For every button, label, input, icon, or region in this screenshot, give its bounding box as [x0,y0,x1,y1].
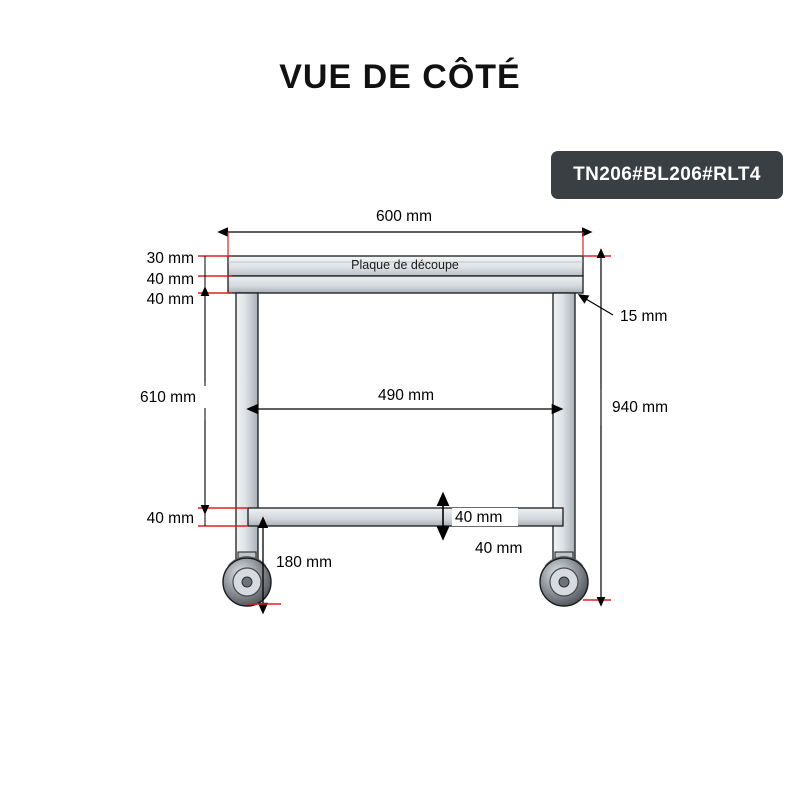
leg-left [236,293,258,575]
dimension-frame-lower [136,291,198,308]
dimension-180mm: 180 mm [276,554,332,571]
dimension-clearance-height [132,296,206,506]
page-title: VUE DE CÔTÉ [279,58,521,96]
dimension-40mm-upper: 40 mm [146,271,194,288]
dimension-top-thickness [136,250,198,267]
dimension-40mm-shelf: 40 mm [146,510,194,527]
dimension-shelf-rail-inner [443,506,518,528]
dimension-leg-thickness [586,299,667,325]
dimension-940mm: 940 mm [612,399,668,416]
castor-left [223,552,271,606]
dimension-frame-upper [136,271,198,288]
leg-right [553,293,575,575]
dimension-inner-width [258,385,553,409]
dimension-width-top [228,205,583,256]
dimension-castor-height [248,528,352,604]
dimension-610mm: 610 mm [140,389,196,406]
upper-frame-rail [228,276,583,293]
dimension-shelf-offset [472,538,538,558]
dimension-40mm-offset: 40 mm [475,540,523,557]
castor-right [540,552,588,606]
dimension-490mm: 490 mm [378,387,434,404]
dimension-30mm: 30 mm [146,250,194,267]
dimension-15mm: 15 mm [620,308,668,325]
dimension-40mm-lower: 40 mm [146,291,194,308]
dimension-shelf-rail [136,509,198,527]
dimension-40mm-inner: 40 mm [455,509,503,526]
product-code-label: TN206#BL206#RLT4 [573,164,761,185]
cutting-plate-label: Plaque de découpe [351,258,459,272]
dimension-600mm: 600 mm [376,208,432,225]
